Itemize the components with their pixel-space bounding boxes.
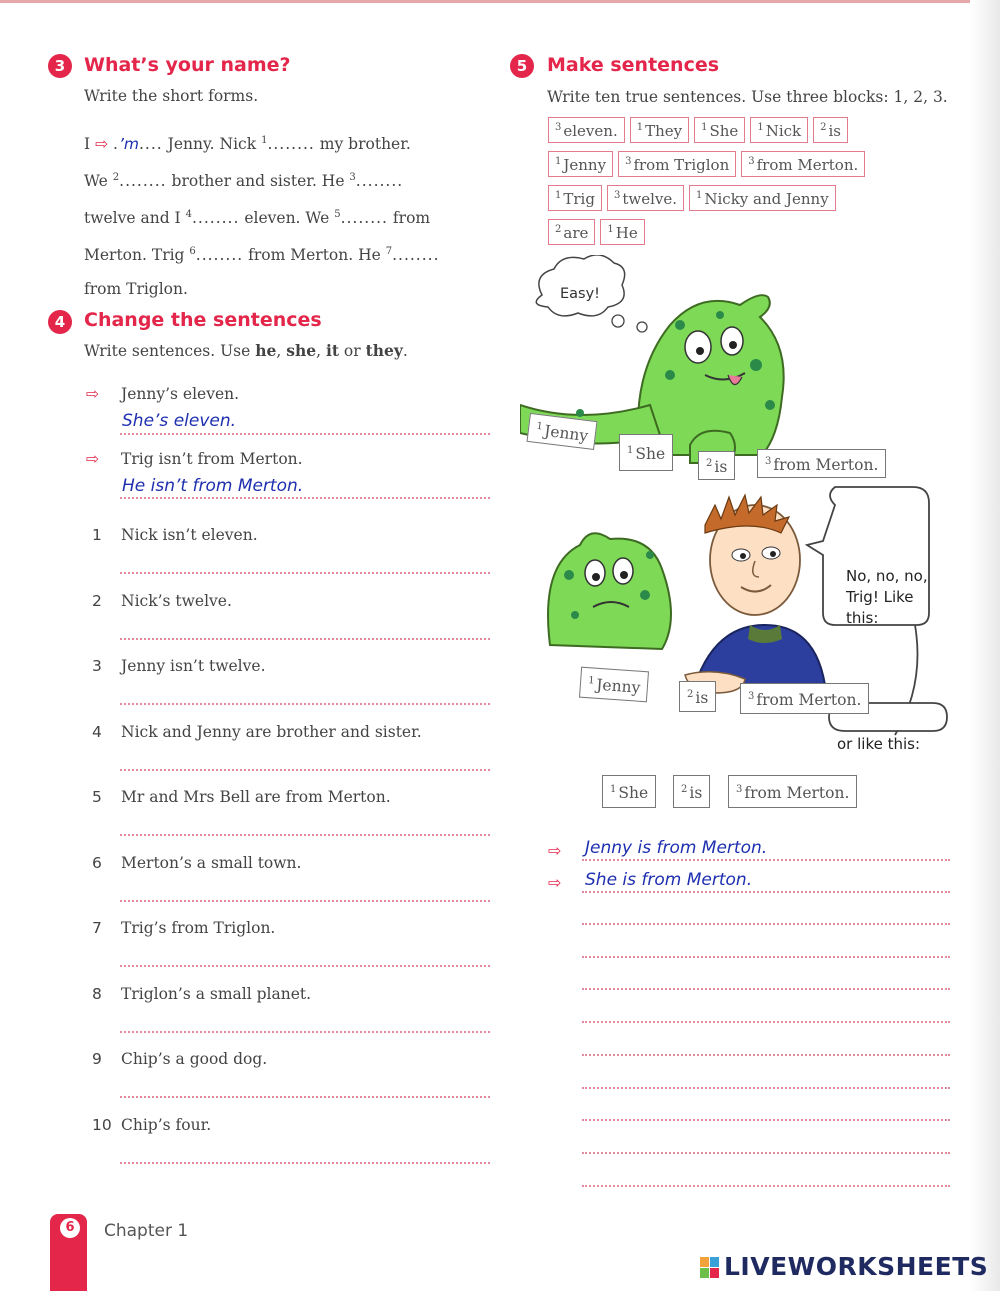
- example-arrow-icon: ⇨: [548, 873, 562, 892]
- ex5-answer-line[interactable]: [582, 1119, 950, 1121]
- ex4-item-text: Merton’s a small town.: [121, 853, 302, 872]
- ex4-answer-line[interactable]: [120, 1162, 490, 1164]
- ex3-gap-3[interactable]: ........: [355, 172, 404, 191]
- example-arrow-icon: ⇨: [86, 385, 99, 403]
- ex4-answer-line[interactable]: [120, 965, 490, 967]
- ex3-line-1: I ⇨ .’m.... Jenny. Nick $^1$........ my brother.: [84, 135, 411, 154]
- word-block[interactable]: $^3$ eleven.: [548, 117, 625, 143]
- ex5-example-1-answer: Jenny is from Merton.: [585, 838, 768, 858]
- ex4-item-number: 1: [92, 526, 102, 544]
- ex5-answer-line[interactable]: [582, 956, 950, 958]
- ex5-answer-line[interactable]: [582, 988, 950, 990]
- card-boy-3[interactable]: $^3$ from Merton.: [740, 683, 869, 714]
- ex3-line-2: We $^2$........ brother and sister. He $^3$........: [84, 172, 404, 191]
- ex5-answer-line[interactable]: [582, 1054, 950, 1056]
- ex5-answer-line[interactable]: [582, 1087, 950, 1089]
- speech-bubble-2-text: or like this:: [837, 735, 921, 753]
- ex4-item-number: 7: [92, 919, 102, 937]
- ex4-item-text: Chip’s four.: [121, 1115, 212, 1134]
- card-bottom-3[interactable]: $^3$ from Merton.: [728, 775, 857, 808]
- example-arrow-icon: ⇨: [548, 841, 562, 860]
- card-boy-1[interactable]: $^1$Jenny: [579, 667, 649, 703]
- ex3-gap-2[interactable]: ........: [119, 172, 167, 191]
- ex4-item-number: 8: [92, 984, 102, 1003]
- ex5-example-1-line: [582, 859, 950, 861]
- word-block[interactable]: $^3$ from Merton.: [741, 151, 865, 177]
- ex4-answer-line[interactable]: [120, 769, 490, 771]
- ex4-item-number: 10: [92, 1115, 112, 1134]
- ex4-item-text: Nick and Jenny are brother and sister.: [121, 722, 422, 741]
- word-block[interactable]: $^1$ Nick: [750, 117, 808, 143]
- exercise-4-instruction: Write sentences. Use he, she, it or they.: [84, 341, 408, 360]
- green-monster-2: [548, 533, 671, 649]
- exercise-5-title: Make sentences: [547, 54, 720, 76]
- ex3-example-answer: ’m: [118, 135, 139, 154]
- exercise-3-text: [84, 124, 484, 306]
- ex4-item-text: Mr and Mrs Bell are from Merton.: [121, 788, 391, 806]
- ex4-answer-line[interactable]: [120, 638, 490, 640]
- ex4-example-2-answer: He isn’t from Merton.: [122, 476, 304, 496]
- ex4-item-number: 9: [92, 1050, 102, 1068]
- ex4-answer-line[interactable]: [120, 1031, 490, 1033]
- ex3-gap-4[interactable]: ........: [191, 209, 240, 228]
- card-bottom-2[interactable]: $^2$ is: [673, 775, 710, 808]
- ex3-line-3: twelve and I $^4$........ eleven. We $^5$........ from: [84, 209, 431, 228]
- ex5-answer-line[interactable]: [582, 1152, 950, 1154]
- ex5-example-2-answer: She is from Merton.: [585, 870, 753, 890]
- ex4-item-text: Nick’s twelve.: [121, 591, 232, 610]
- word-block[interactable]: $^1$ Trig: [548, 185, 602, 211]
- ex3-line-5: from Triglon.: [84, 279, 188, 298]
- ex5-answer-line[interactable]: [582, 923, 950, 925]
- word-block-bank: [548, 117, 928, 253]
- exercise-4-title: Change the sentences: [84, 309, 322, 331]
- top-border: [0, 0, 1000, 3]
- exercise-3-title: What’s your name?: [84, 54, 291, 76]
- ex4-answer-line[interactable]: [120, 572, 490, 574]
- page-number: 6: [60, 1218, 80, 1238]
- ex4-item-text: Nick isn’t eleven.: [121, 526, 258, 544]
- exercise-3-number: 3: [48, 54, 72, 78]
- card-boy-2[interactable]: $^2$ is: [679, 681, 716, 712]
- word-block[interactable]: $^2$ is: [813, 117, 848, 143]
- word-block[interactable]: $^2$ are: [548, 219, 595, 245]
- ex5-example-2-line: [582, 891, 950, 893]
- exercise-5-instruction: Write ten true sentences. Use three blocks: 1, 2, 3.: [547, 88, 948, 106]
- ex4-item-text: Triglon’s a small planet.: [121, 984, 312, 1003]
- ex4-answer-line[interactable]: [120, 900, 490, 902]
- card-monster-2[interactable]: $^1$ She: [619, 434, 673, 471]
- ex3-gap-5[interactable]: ........: [340, 209, 388, 228]
- ex4-answer-line[interactable]: [120, 834, 490, 836]
- ex4-answer-line[interactable]: [120, 703, 490, 705]
- word-block[interactable]: $^1$ Nicky and Jenny: [689, 185, 836, 211]
- ex3-line-4: Merton. Trig $^6$........ from Merton. He $^7$........: [84, 246, 440, 265]
- example-arrow-icon: ⇨: [86, 450, 99, 468]
- word-block[interactable]: $^1$ She: [694, 117, 745, 143]
- ex4-item-number: 6: [92, 853, 102, 872]
- liveworksheets-logo-icon: [700, 1257, 720, 1279]
- card-monster-1[interactable]: $^1$Jenny: [526, 413, 598, 450]
- thought-bubble-text: Easy!: [560, 286, 600, 302]
- exercise-3-instruction: Write the short forms.: [84, 87, 259, 105]
- ex5-answer-line[interactable]: [582, 1021, 950, 1023]
- card-monster-4[interactable]: $^3$ from Merton.: [757, 449, 886, 478]
- exercise-5-number: 5: [510, 54, 534, 78]
- word-block[interactable]: $^3$ twelve.: [607, 185, 684, 211]
- ex4-example-1-answer: She’s eleven.: [122, 411, 237, 431]
- chapter-label: Chapter 1: [104, 1221, 189, 1241]
- page-edge-shadow: [970, 0, 1000, 1291]
- ex3-gap-6[interactable]: ........: [195, 246, 244, 265]
- ex4-item-text: Chip’s a good dog.: [121, 1050, 268, 1068]
- card-bottom-1[interactable]: $^1$ She: [602, 775, 656, 808]
- ex4-item-text: Trig’s from Triglon.: [121, 919, 276, 937]
- ex5-answer-line[interactable]: [582, 1185, 950, 1187]
- ex4-item-number: 5: [92, 788, 102, 806]
- ex4-answer-line[interactable]: [120, 1096, 490, 1098]
- example-arrow-icon: ⇨: [95, 135, 109, 154]
- ex4-item-number: 4: [92, 722, 102, 741]
- ex3-gap-1[interactable]: ........: [267, 135, 315, 154]
- ex4-item-number: 2: [92, 591, 102, 610]
- exercise-4-number: 4: [48, 310, 72, 334]
- word-block[interactable]: $^3$ from Triglon: [618, 151, 736, 177]
- word-block[interactable]: $^1$ He: [600, 219, 644, 245]
- boy: [685, 495, 825, 693]
- card-monster-3[interactable]: $^2$ is: [698, 451, 735, 480]
- ex4-item-text: Jenny isn’t twelve.: [121, 657, 266, 675]
- brand-name: LIVEWORKSHEETS: [724, 1252, 989, 1281]
- word-block[interactable]: $^1$ They: [630, 117, 689, 143]
- ex4-example-2-line: [120, 497, 490, 499]
- word-block[interactable]: $^1$ Jenny: [548, 151, 613, 177]
- speech-bubble-text: No, no, no, Trig! Like this:: [846, 567, 928, 627]
- ex4-example-1-line: [120, 433, 490, 435]
- ex4-item-number: 3: [92, 657, 102, 675]
- ex3-gap-7[interactable]: ........: [392, 246, 440, 265]
